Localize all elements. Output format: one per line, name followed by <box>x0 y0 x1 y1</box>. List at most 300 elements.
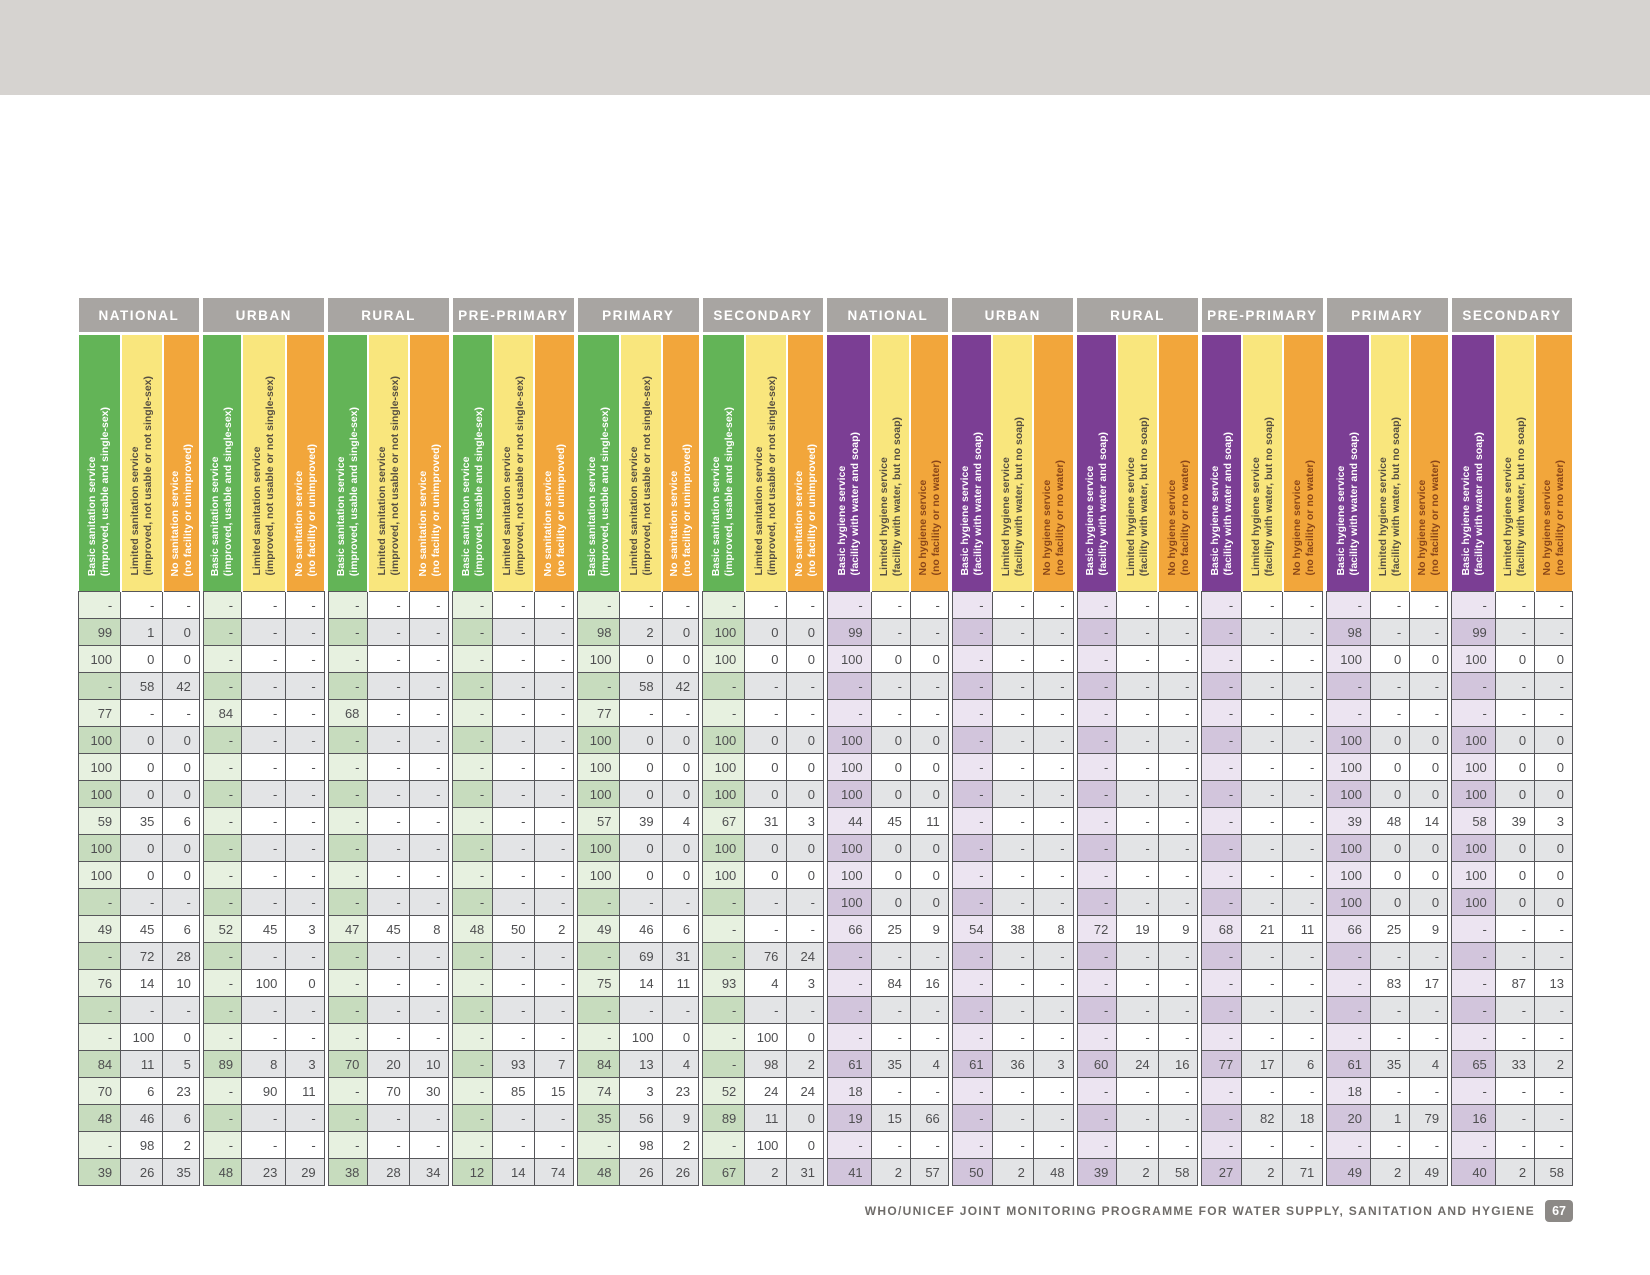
data-cell: - <box>1158 673 1198 700</box>
data-cell: - <box>1283 808 1323 835</box>
data-cell: - <box>242 997 286 1024</box>
data-cell: - <box>1117 781 1158 808</box>
data-cell: 0 <box>745 862 787 889</box>
data-cell: 50 <box>493 916 534 943</box>
table-row <box>1077 1024 1198 1051</box>
data-cell: - <box>1410 1024 1448 1051</box>
group-header-label: RURAL <box>1077 298 1198 334</box>
data-cell: - <box>1283 646 1323 673</box>
data-cell: 45 <box>242 916 286 943</box>
data-cell: 6 <box>163 1105 200 1132</box>
table-row <box>79 592 200 619</box>
data-cell: - <box>203 619 241 646</box>
data-cell: - <box>952 943 992 970</box>
data-cell: 0 <box>1495 889 1534 916</box>
data-cell: 39 <box>620 808 662 835</box>
data-cell: 0 <box>787 835 824 862</box>
column-header-hygiene-basic <box>1202 334 1242 592</box>
footer <box>865 1200 1573 1222</box>
table-row <box>1452 754 1573 781</box>
data-cell: 100 <box>620 1024 662 1051</box>
column-header-text: Basic hygiene service (facility with water and soap) <box>1460 432 1485 576</box>
table-row <box>328 754 449 781</box>
data-cell: 0 <box>871 754 910 781</box>
data-cell: 1 <box>1370 1105 1409 1132</box>
data-cell: - <box>286 862 324 889</box>
table-row <box>827 889 948 916</box>
column-header-sanitation-no <box>163 334 200 592</box>
data-cell: - <box>368 1132 409 1159</box>
data-cell: - <box>1242 1132 1283 1159</box>
table-row <box>328 646 449 673</box>
column-header-text: Basic sanitation service (improved, usable and single-sex) <box>334 406 360 576</box>
data-cell: - <box>1283 700 1323 727</box>
data-cell: - <box>409 997 449 1024</box>
data-cell: - <box>1495 1024 1534 1051</box>
data-cell: 0 <box>745 646 787 673</box>
table-row <box>1327 1105 1448 1132</box>
column-header-hygiene-basic <box>1327 334 1371 592</box>
data-cell: - <box>1202 646 1242 673</box>
column-header-text: No sanitation service (no facility or unimproved) <box>668 443 693 576</box>
data-cell: - <box>409 889 449 916</box>
table-row <box>578 1078 699 1105</box>
table-row <box>952 862 1073 889</box>
data-cell: - <box>827 997 871 1024</box>
table-row <box>1202 808 1323 835</box>
table-row <box>1077 1159 1198 1186</box>
data-cell: - <box>1202 592 1242 619</box>
data-cell: 4 <box>910 1051 948 1078</box>
data-cell: 6 <box>163 808 200 835</box>
table-row <box>1202 835 1323 862</box>
data-cell: 48 <box>1033 1159 1073 1186</box>
table-row <box>79 970 200 997</box>
data-cell: 100 <box>703 727 745 754</box>
data-cell: 98 <box>620 1132 662 1159</box>
data-cell: - <box>1370 1024 1409 1051</box>
data-cell: - <box>1370 673 1409 700</box>
data-cell: - <box>1452 700 1496 727</box>
data-cell: 0 <box>910 727 948 754</box>
table-row <box>203 673 324 700</box>
data-cell: - <box>1242 808 1283 835</box>
data-cell: 100 <box>578 835 620 862</box>
data-cell: 0 <box>1410 727 1448 754</box>
data-cell: - <box>1033 862 1073 889</box>
data-cell: 0 <box>910 835 948 862</box>
table-row <box>1452 1051 1573 1078</box>
data-cell: 14 <box>493 1159 534 1186</box>
column-header-sanitation-no <box>662 334 699 592</box>
table-row <box>328 970 449 997</box>
data-cell: - <box>745 700 787 727</box>
table-row <box>1202 592 1323 619</box>
data-cell: - <box>952 997 992 1024</box>
data-cell: - <box>1242 970 1283 997</box>
data-cell: - <box>453 943 493 970</box>
table-row <box>328 592 449 619</box>
data-cell: - <box>1158 592 1198 619</box>
data-cell: - <box>328 1105 368 1132</box>
data-cell: 61 <box>952 1051 992 1078</box>
column-header-hygiene-limited <box>1495 334 1534 592</box>
data-cell: - <box>368 619 409 646</box>
data-cell: 52 <box>203 916 241 943</box>
data-cell: - <box>1370 619 1409 646</box>
table-row <box>703 754 824 781</box>
data-cell: - <box>992 970 1033 997</box>
table-row <box>203 862 324 889</box>
data-cell: 24 <box>787 943 824 970</box>
data-cell: 0 <box>910 646 948 673</box>
data-cell: - <box>286 727 324 754</box>
data-cell: 58 <box>1452 808 1496 835</box>
data-cell: - <box>1033 970 1073 997</box>
table-row <box>703 781 824 808</box>
table-row <box>203 1159 324 1186</box>
data-cell: 100 <box>827 727 871 754</box>
data-cell: 48 <box>578 1159 620 1186</box>
data-cell: - <box>1370 1078 1409 1105</box>
table-row <box>1452 1078 1573 1105</box>
data-cell: - <box>1077 1078 1117 1105</box>
data-cell: - <box>1242 592 1283 619</box>
data-cell: - <box>534 781 574 808</box>
data-cell: - <box>1535 592 1573 619</box>
table-row <box>203 1105 324 1132</box>
data-cell: 39 <box>1327 808 1371 835</box>
data-cell: - <box>242 943 286 970</box>
data-cell: - <box>745 592 787 619</box>
table-row <box>328 1051 449 1078</box>
data-cell: - <box>745 997 787 1024</box>
data-cell: - <box>79 592 121 619</box>
data-cell: - <box>1495 997 1534 1024</box>
data-cell: 93 <box>703 970 745 997</box>
data-cell: - <box>453 970 493 997</box>
data-cell: - <box>453 808 493 835</box>
table-row <box>328 1024 449 1051</box>
table-row <box>1327 808 1448 835</box>
table-row <box>1452 1105 1573 1132</box>
data-cell: 100 <box>1327 835 1371 862</box>
data-cell: - <box>871 700 910 727</box>
data-cell: - <box>1117 1105 1158 1132</box>
data-cell: - <box>992 700 1033 727</box>
data-cell: 0 <box>1535 781 1573 808</box>
data-cell: - <box>1242 781 1283 808</box>
data-cell: - <box>952 673 992 700</box>
data-cell: 100 <box>827 781 871 808</box>
data-cell: - <box>534 997 574 1024</box>
group-sanitation-national <box>78 298 200 1186</box>
data-cell: - <box>203 781 241 808</box>
data-cell: 56 <box>620 1105 662 1132</box>
data-cell: - <box>703 700 745 727</box>
data-cell: 100 <box>827 835 871 862</box>
data-cell: - <box>1202 943 1242 970</box>
data-cell: 14 <box>620 970 662 997</box>
table-row <box>1452 862 1573 889</box>
data-cell: - <box>1410 943 1448 970</box>
data-cell: - <box>952 808 992 835</box>
table-row <box>328 808 449 835</box>
data-cell: 100 <box>1327 889 1371 916</box>
data-cell: - <box>286 646 324 673</box>
data-cell: - <box>328 619 368 646</box>
data-cell: - <box>79 889 121 916</box>
table-row <box>703 1051 824 1078</box>
data-cell: - <box>703 997 745 1024</box>
table-row <box>952 1105 1073 1132</box>
group-header-label: PRE-PRIMARY <box>453 298 574 334</box>
table-row <box>1202 889 1323 916</box>
table-row <box>578 1105 699 1132</box>
data-cell: 0 <box>787 862 824 889</box>
data-cell: 0 <box>1370 781 1409 808</box>
column-header-hygiene-no <box>910 334 948 592</box>
column-header-text: Limited sanitation service (improved, not usable or not single-sex) <box>500 376 526 576</box>
table-row <box>1327 700 1448 727</box>
column-header-text: No sanitation service (no facility or unimproved) <box>416 443 442 576</box>
data-cell: - <box>121 592 163 619</box>
data-cell: - <box>1077 1024 1117 1051</box>
data-cell: 58 <box>121 673 163 700</box>
column-header-sanitation-no <box>286 334 324 592</box>
table-row <box>827 754 948 781</box>
data-cell: 67 <box>703 808 745 835</box>
table-row <box>1202 970 1323 997</box>
table-row <box>703 1105 824 1132</box>
data-cell: 0 <box>163 1024 200 1051</box>
data-cell: - <box>286 754 324 781</box>
data-cell: - <box>493 673 534 700</box>
column-header-hygiene-limited <box>1117 334 1158 592</box>
data-cell: - <box>1327 1024 1371 1051</box>
table-row <box>1077 1132 1198 1159</box>
data-cell: 0 <box>1495 754 1534 781</box>
data-cell: 39 <box>79 1159 121 1186</box>
data-cell: - <box>1535 997 1573 1024</box>
column-header-text: No sanitation service (no facility or unimproved) <box>541 443 567 576</box>
table-row <box>703 808 824 835</box>
data-cell: 48 <box>203 1159 241 1186</box>
table-row <box>328 619 449 646</box>
data-cell: 0 <box>1410 646 1448 673</box>
group-header-label: RURAL <box>328 298 449 334</box>
table-row <box>1452 1132 1573 1159</box>
data-cell: 24 <box>745 1078 787 1105</box>
data-cell: - <box>1077 970 1117 997</box>
table-row <box>453 673 574 700</box>
data-cell: - <box>1370 592 1409 619</box>
data-cell: - <box>203 592 241 619</box>
data-cell: - <box>1495 1132 1534 1159</box>
data-cell: 83 <box>1370 970 1409 997</box>
data-cell: - <box>163 592 200 619</box>
data-cell: 79 <box>1410 1105 1448 1132</box>
table-row <box>1202 727 1323 754</box>
table-row <box>952 1051 1073 1078</box>
data-cell: - <box>286 997 324 1024</box>
table-row <box>1452 592 1573 619</box>
data-cell: 98 <box>121 1132 163 1159</box>
data-cell: - <box>1117 1024 1158 1051</box>
data-cell: - <box>242 862 286 889</box>
data-cell: - <box>910 1078 948 1105</box>
data-cell: - <box>1283 862 1323 889</box>
data-cell: - <box>328 754 368 781</box>
data-cell: - <box>620 997 662 1024</box>
data-cell: 45 <box>871 808 910 835</box>
data-cell: 84 <box>871 970 910 997</box>
data-cell: 100 <box>703 754 745 781</box>
data-cell: 46 <box>620 916 662 943</box>
data-cell: - <box>203 862 241 889</box>
data-cell: - <box>1495 619 1534 646</box>
data-cell: 11 <box>121 1051 163 1078</box>
data-cell: - <box>328 1078 368 1105</box>
data-cell: - <box>1077 997 1117 1024</box>
table-row <box>952 889 1073 916</box>
group-header-label: NATIONAL <box>79 298 200 334</box>
column-header-hygiene-no <box>1283 334 1323 592</box>
data-cell: - <box>1077 700 1117 727</box>
data-cell: 58 <box>1158 1159 1198 1186</box>
data-cell: - <box>703 1024 745 1051</box>
data-cell: - <box>1117 997 1158 1024</box>
data-cell: - <box>787 673 824 700</box>
data-cell: - <box>992 997 1033 1024</box>
data-cell: 100 <box>827 889 871 916</box>
table-row <box>952 592 1073 619</box>
table-row <box>827 646 948 673</box>
data-cell: 31 <box>787 1159 824 1186</box>
data-cell: 98 <box>578 619 620 646</box>
data-cell: - <box>1033 592 1073 619</box>
data-cell: - <box>242 592 286 619</box>
data-cell: - <box>242 808 286 835</box>
table-row <box>952 970 1073 997</box>
data-cell: - <box>328 808 368 835</box>
table-row <box>952 754 1073 781</box>
data-cell: - <box>703 889 745 916</box>
table-row <box>952 808 1073 835</box>
data-cell: - <box>1452 1132 1496 1159</box>
data-cell: - <box>286 781 324 808</box>
data-cell: 49 <box>79 916 121 943</box>
data-cell: 0 <box>620 835 662 862</box>
data-cell: - <box>328 997 368 1024</box>
data-cell: - <box>1158 781 1198 808</box>
data-cell: - <box>453 673 493 700</box>
data-cell: 0 <box>1370 727 1409 754</box>
data-cell: 93 <box>493 1051 534 1078</box>
data-cell: 60 <box>1077 1051 1117 1078</box>
table-row <box>1327 619 1448 646</box>
group-hygiene-primary <box>1326 298 1448 1186</box>
table-row <box>952 1024 1073 1051</box>
data-cell: 3 <box>286 1051 324 1078</box>
data-cell: 99 <box>79 619 121 646</box>
table-row <box>827 727 948 754</box>
data-cell: 49 <box>578 916 620 943</box>
data-cell: - <box>787 592 824 619</box>
data-cell: 4 <box>662 808 699 835</box>
data-cell: - <box>493 754 534 781</box>
table-row <box>203 916 324 943</box>
data-cell: - <box>203 1132 241 1159</box>
data-cell: 31 <box>662 943 699 970</box>
table-row <box>328 673 449 700</box>
group-sanitation-rural <box>328 298 450 1186</box>
data-cell: - <box>368 970 409 997</box>
table-row <box>952 781 1073 808</box>
data-cell: 8 <box>1033 916 1073 943</box>
data-cell: 47 <box>328 916 368 943</box>
data-cell: 1 <box>121 619 163 646</box>
data-cell: 36 <box>992 1051 1033 1078</box>
data-cell: 0 <box>787 1105 824 1132</box>
table-row <box>703 1024 824 1051</box>
column-header-text: Basic sanitation service (improved, usable and single-sex) <box>710 406 736 576</box>
table-row <box>203 1051 324 1078</box>
table-row <box>703 943 824 970</box>
table-row <box>1327 889 1448 916</box>
table-row <box>578 727 699 754</box>
data-cell: - <box>827 1132 871 1159</box>
table-row <box>1327 1051 1448 1078</box>
table-row <box>1452 1159 1573 1186</box>
table-row <box>79 997 200 1024</box>
data-cell: - <box>871 943 910 970</box>
column-header-text: No hygiene service (no facility or no water) <box>1040 460 1066 576</box>
data-cell: - <box>453 1024 493 1051</box>
data-cell: 9 <box>1410 916 1448 943</box>
data-cell: - <box>409 673 449 700</box>
data-cell: - <box>827 970 871 997</box>
data-cell: 35 <box>871 1051 910 1078</box>
data-cell: - <box>1535 1132 1573 1159</box>
data-cell: - <box>1033 1132 1073 1159</box>
table-row <box>1452 997 1573 1024</box>
data-cell: - <box>453 592 493 619</box>
data-cell: 3 <box>787 808 824 835</box>
data-cell: - <box>534 1132 574 1159</box>
table-row <box>827 700 948 727</box>
data-cell: - <box>242 889 286 916</box>
table-row <box>453 1024 574 1051</box>
table-row <box>578 997 699 1024</box>
table-row <box>578 1024 699 1051</box>
data-cell: - <box>1158 835 1198 862</box>
data-cell: - <box>203 997 241 1024</box>
data-cell: - <box>1077 943 1117 970</box>
data-cell: 3 <box>1033 1051 1073 1078</box>
table-row <box>1202 646 1323 673</box>
data-cell: 0 <box>1370 835 1409 862</box>
data-cell: 100 <box>745 1024 787 1051</box>
data-cell: 58 <box>1535 1159 1573 1186</box>
data-cell: 0 <box>1535 646 1573 673</box>
data-cell: 0 <box>745 727 787 754</box>
data-cell: 84 <box>203 700 241 727</box>
data-cell: - <box>578 1132 620 1159</box>
table-row <box>79 835 200 862</box>
data-cell: 100 <box>703 646 745 673</box>
table-row <box>827 1159 948 1186</box>
